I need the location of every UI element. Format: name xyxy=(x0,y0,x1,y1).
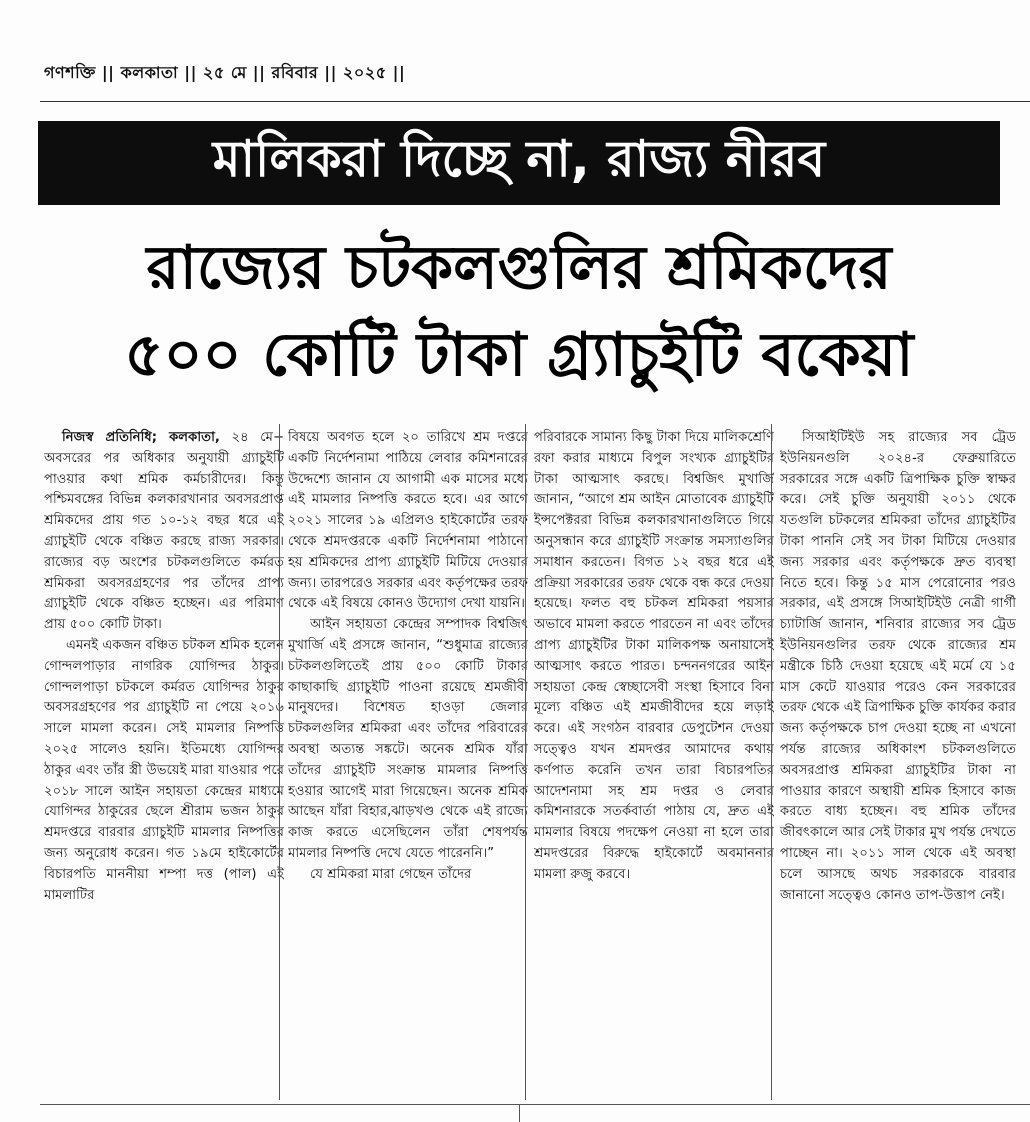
column-divider xyxy=(771,424,772,1100)
headline-line-2: ৫০০ কোটি টাকা গ্র্যাচুইটি বকেয়া xyxy=(124,320,914,390)
column-divider xyxy=(525,424,526,1100)
article-column-3 xyxy=(534,428,774,1100)
byline: নিজস্ব প্রতিনিধি; কলকাতা, xyxy=(62,430,220,445)
article-column-2 xyxy=(288,428,528,1100)
footer-rule xyxy=(40,1104,1030,1105)
article-paragraph: আইন সহায়তা কেন্দ্রের সম্পাদক বিশ্বজিৎ মুখার্জি এই প্রসঙ্গে জানান, “শুধুমাত্র রাজ্যের চটকলগুলিতেই প্রায় ৫০০ কোটি টাকার কাছাকাছি গ্র্যাচুইটি পাওনা রয়েছে শ্রমজীবী মানুষদের। বিশেষত হাওড়া জেলার চটকলগুলির শ্রমিকরা এবং তাঁদের পরিবারের অবস্থা অত্যন্ত সঙ্কটে। অনেক শ্রমিক যাঁরা তাঁদের গ্র্যাচুইটি সংক্রান্ত মামলার নিষ্পত্তি হওয়ার আগেই মারা গিয়েছেন। অনেক শ্রমিক আছেন যাঁরা বিহার,ঝাড়খণ্ড থেকে এই রাজ্যে কাজ করতে এসেছিলেন তাঁরা শেষপর্যন্ত মামলার নিষ্পত্তি দেখে যেতে পারেননি।” xyxy=(288,617,528,861)
article-paragraph: যে শ্রমিকরা মারা গেছেন তাঁদের xyxy=(310,866,472,882)
kicker-banner: মালিকরা দিচ্ছে না, রাজ্য নীরব xyxy=(38,121,1000,205)
article-paragraph: পরিবারকে সামান্য কিছু টাকা দিয়ে মালিকশ্রেণি রফা করার মাধ্যমে বিপুল সংখ্যক গ্র্যাচুইটির টাকা আত্মসাৎ করছে। বিশ্বজিৎ মুখার্জি জানান, “আগে শ্রম আইন মোতাবেক গ্র্যাচুইটি ইন্সপেক্টররা বিভিন্ন কলকারখানাগুলিতে গিয়ে অনুসন্ধান করে গ্র্যাচুইটি সংক্রান্ত সমস্যাগুলির সমাধান করতেন। বিগত ১২ বছর ধরে এই প্রক্রিয়া সরকারের তরফ থেকে বন্ধ করে দেওয়া হয়েছে। ফলত বহু চটকল শ্রমিকরা পয়সার অভাবে মামলা করতে পারতেন না এবং তাঁদের প্রাপ্য গ্র্যাচুইটির টাকা মালিকপক্ষ অনায়াসেই আত্মসাৎ করতে পারত। চন্দননগরের আইন সহায়তা কেন্দ্র স্বেচ্ছাসেবী সংস্থা হিসাবে বিনা মূল্যে বঞ্চিত এই শ্রমজীবীদের হয়ে লড়াই করে। এই সংগঠন বারবার ডেপুটেশন দেওয়া সত্ত্বেও যখন শ্রমদপ্তর আমাদের কথায় কর্ণপাত করেনি তখন তারা বিচারপতির আদেশনামা সহ শ্রম দপ্তর ও লেবার কমিশনারকে সতর্কবার্তা পাঠায় যে, দ্রুত এই মামলার বিষয়ে পদক্ষেপ নেওয়া না হলে তারা শ্রমদপ্তরের বিরুদ্ধে হাইকোর্টে অবমাননার মামলা রুজু করবে। xyxy=(534,430,774,882)
footer-divider xyxy=(519,1104,520,1122)
column-divider xyxy=(279,424,280,1100)
article-paragraph: বিষয়ে অবগত হলে ২০ তারিখে শ্রম দপ্তরে একটি নির্দেশনামা পাঠিয়ে লেবার কমিশনারের উদ্দেশ্যে জানান যে আগামী এক মাসের মধ্যে এই মামলার নিষ্পত্তি করতে হবে। এর আগে ২০২১ সালের ১৯ এপ্রিলও হাইকোর্টের তরফ থেকে শ্রমদপ্তরকে একটি নির্দেশনামা পাঠানো হয় শ্রমিকদের প্রাপ্য গ্র্যাচুইটি মিটিয়ে দেওয়ার জন্য। তারপরেও সরকার এবং কর্তৃপক্ষের তরফ থেকে এই বিষয়ে কোনও উদ্যোগ দেখা যায়নি। xyxy=(288,430,528,612)
article-paragraph: ২৪ মে− অবসরের পর অধিকার অনুযায়ী গ্র্যাচুইটি পাওয়ার কথা শ্রমিক কর্মচারীদের। কিন্তু পশ্চিমবঙ্গের বিভিন্ন কলকারখানার অবসরপ্রাপ্ত শ্রমিকদের প্রায় গত ১০-১২ বছর ধরে এই গ্র্যাচুইটি থেকে বঞ্চিত করছে রাজ্য সরকার। রাজ্যের বড় অংশের চটকলগুলিতে কর্মরত শ্রমিকরা অবসরগ্রহণের পর তাঁদের প্রাপ্য গ্র্যাচুইটি থেকে বঞ্চিত হচ্ছেন। এর পরিমাণ প্রায় ৫০০ কোটি টাকা। xyxy=(44,430,284,633)
article-paragraph: সিআইটিইউ সহ রাজ্যের সব ট্রেড ইউনিয়নগুলি ২০২৪-র ফেব্রুয়ারিতে সরকারের সঙ্গে একটি ত্রিপাক্ষিক চুক্তি স্বাক্ষর করে। সেই চুক্তি অনুযায়ী ২০১১ থেকে যতগুলি চটকলের শ্রমিকরা তাঁদের গ্র্যাচুইটির টাকা পাননি সেই সব টাকা মিটিয়ে দেওয়ার জন্য সরকার এবং কর্তৃপক্ষকে দ্রুত ব্যবস্থা নিতে হবে। কিন্তু ১৫ মাস পেরোনোর পরও সরকার, এই প্রসঙ্গে সিআইটিইউ নেত্রী গার্গী চ্যাটার্জি জানান, শনিবার রাজ্যের সব ট্রেড ইউনিয়নগুলির তরফ থেকে রাজ্যের শ্রম মন্ত্রীকে চিঠি দেওয়া হয়েছে এই মর্মে যে ১৫ মাস কেটে যাওয়ার পরেও কেন সরকারের তরফ থেকে এই ত্রিপাক্ষিক চুক্তি কার্যকর করার জন্য কর্তৃপক্ষকে চাপ দেওয়া হচ্ছে না এখনো পর্যন্ত রাজ্যের অধিকাংশ চটকলগুলিতে অবসরপ্রাপ্ত শ্রমিকরা গ্র্যাচুইটির টাকা না পাওয়ার কারণে অস্থায়ী শ্রমিক হিসাবে কাজ করতে বাধ্য হচ্ছেন। বহু শ্রমিক তাঁদের জীবৎকালে আর সেই টাকার মুখ পর্যন্ত দেখতে পাচ্ছেন না। ২০১১ সাল থেকে এই অবস্থা চলে আসছে অথচ সরকারকে বারবার জানানো সত্ত্বেও কোনও তাপ-উত্তাপ নেই। xyxy=(780,430,1016,903)
byline-paragraph xyxy=(44,428,284,636)
headline-line-1: রাজ্যের চটকলগুলির শ্রমিকদের xyxy=(146,233,892,303)
masthead-rule xyxy=(40,101,1030,102)
article-column-4 xyxy=(780,428,1016,1100)
article-column-1 xyxy=(44,428,284,1100)
masthead: গণশক্তি || কলকাতা || ২৫ মে || রবিবার || ২০২৫ || xyxy=(44,63,406,82)
article-paragraph: এমনই একজন বঞ্চিত চটকল শ্রমিক হলেন গোন্দলপাড়ার নাগরিক যোগিন্দর ঠাকুর। গোন্দলপাড়া চটকলে কর্মরত যোগিন্দর ঠাকুর অবসরগ্রহণের পর গ্র্যাচুইটি না পেয়ে ২০১৬ সালে মামলা করেন। সেই মামলার নিষ্পত্তি ২০২৫ সালেও হয়নি। ইতিমধ্যে যোগিন্দর ঠাকুর এবং তাঁর স্ত্রী উভয়েই মারা যাওয়ার পরে ২০১৮ সালে আইন সহায়তা কেন্দ্রের মাধ্যমে যোগিন্দর ঠাকুরের ছেলে শ্রীরাম ভজন ঠাকুর শ্রমদপ্তরে বারবার গ্র্যাচুইটি মামলার নিষ্পত্তির জন্য অনুরোধ করেন। গত ১৯মে হাইকোর্টের বিচারপতি মাননীয়া শম্পা দত্ত (পাল) এই মামলাটির xyxy=(44,637,284,903)
